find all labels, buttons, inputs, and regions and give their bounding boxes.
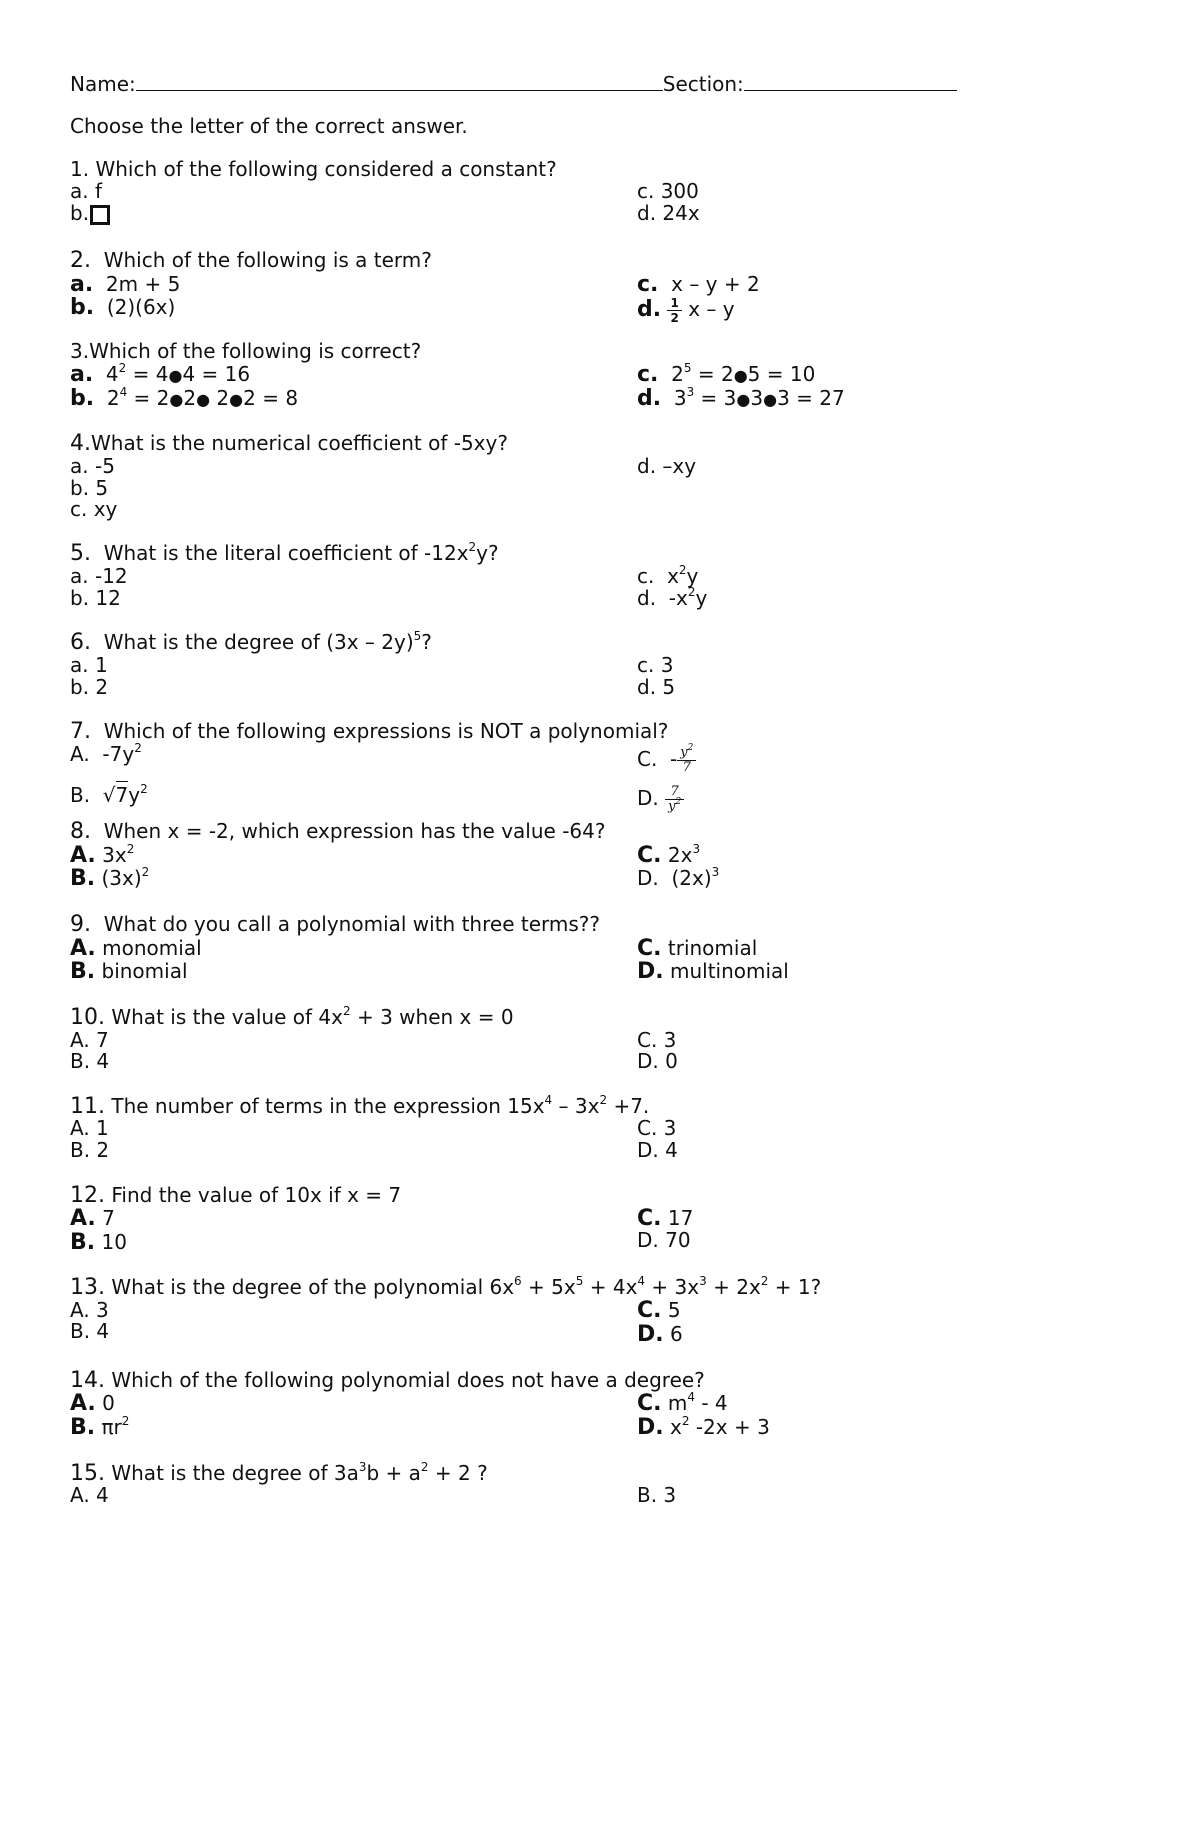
q10-choice-a: A. 7 <box>70 1028 109 1052</box>
q14-choice-d: D. $x^2$ -2x + 3 <box>637 1414 770 1440</box>
q6-question: 6. What is the degree of (3x – 2y)$^5$? <box>70 629 432 655</box>
q12-choice-c: C. 17 <box>637 1206 694 1231</box>
q10-choice-c: C. 3 <box>637 1028 677 1052</box>
7-over-y-squared-fraction: $\frac{7}{y^2}$ <box>665 785 684 814</box>
q5-choice-c: c. $x^2y$ <box>637 563 699 588</box>
q12-choice-d: D. 70 <box>637 1228 691 1252</box>
q7-choice-a: A. $-7y^2$ <box>70 741 142 766</box>
q10-question: 10. What is the value of $4x^2 + 3$ when x = 0 <box>70 1004 514 1030</box>
q4-choice-c: c. xy <box>70 497 118 521</box>
q3-question: 3.Which of the following is correct? <box>70 339 422 363</box>
q3-choice-a: a. $4^2$ = 4●4 = 16 <box>70 361 251 387</box>
q4-question: 4.What is the numerical coefficient of -5xy? <box>70 431 508 456</box>
q14-choice-b: B. $\pi r^2$ <box>70 1414 130 1440</box>
q1-question: 1. Which of the following considered a constant? <box>70 157 557 181</box>
q12-question: 12. Find the value of 10x if x = 7 <box>70 1183 402 1208</box>
q5-choice-d: d. $-x^2y$ <box>637 585 708 610</box>
y-squared-over-7-fraction: $\frac{y^2}{7}$ <box>677 746 696 775</box>
q14-choice-a: A. 0 <box>70 1391 115 1416</box>
q10-choice-d: D. 0 <box>637 1049 678 1073</box>
q5-choice-b: b. 12 <box>70 586 121 610</box>
q15-choice-a: A. 4 <box>70 1483 109 1507</box>
q2-choice-b: b. (2)(6x) <box>70 295 176 320</box>
q6-choice-b: b. 2 <box>70 675 109 699</box>
q11-choice-c: C. 3 <box>637 1116 677 1140</box>
q9-choice-b: B. binomial <box>70 959 188 984</box>
q15-question: 15. What is the degree of $3a^3b + a^2 + 2$ ? <box>70 1460 488 1486</box>
q9-choice-d: D. multinomial <box>637 959 789 984</box>
q14-question: 14. Which of the following polynomial does not have a degree? <box>70 1368 705 1393</box>
q8-question: 8. When x = -2, which expression has the value -64? <box>70 819 606 844</box>
q6-choice-a: a. 1 <box>70 653 108 677</box>
q13-choice-d: D. 6 <box>637 1322 683 1347</box>
q2-choice-a: a. 2m + 5 <box>70 272 181 297</box>
q9-choice-c: C. trinomial <box>637 936 758 961</box>
q7-choice-d: D. $\frac{7}{y^2}$ <box>637 785 684 814</box>
q2-choice-d: d. $\frac{1}{2}$ x – y <box>637 296 735 325</box>
q1-choice-b: b. <box>70 201 110 225</box>
q2-choice-c: c. x – y + 2 <box>637 272 760 297</box>
q6-choice-d: d. 5 <box>637 675 676 699</box>
q10-choice-b: B. 4 <box>70 1049 110 1073</box>
q5-choice-a: a. -12 <box>70 564 128 588</box>
q8-choice-b: B. $(3x)^2$ <box>70 865 150 891</box>
q12-choice-a: A. 7 <box>70 1206 115 1231</box>
square-root: √7 <box>102 783 129 807</box>
q1-choice-c: c. 300 <box>637 179 699 203</box>
q13-question: 13. What is the degree of the polynomial $6x^6 + 5x^5 + 4x^4 + 3x^3 + 2x^2 + 1$? <box>70 1274 822 1300</box>
q3-choice-d: d. $3^3$ = 3●3●3 = 27 <box>637 385 845 411</box>
name-label: Name: <box>70 72 136 96</box>
q9-choice-a: A. monomial <box>70 936 202 961</box>
q15-choice-b: B. 3 <box>637 1483 677 1507</box>
q1-choice-a: a. f <box>70 179 103 203</box>
q8-choice-a: A. $3x^2$ <box>70 842 135 868</box>
q5-question: 5. What is the literal coefficient of $-12x^2y$? <box>70 540 499 566</box>
square-icon <box>90 205 110 225</box>
q13-choice-b: B. 4 <box>70 1319 110 1343</box>
q4-choice-a: a. -5 <box>70 454 115 478</box>
q4-choice-d: d. –xy <box>637 454 697 478</box>
q8-choice-d: D. $(2x)^3$ <box>637 865 720 890</box>
q3-choice-b: b. $2^4$ = 2●2● 2●2 = 8 <box>70 385 299 411</box>
one-half-fraction: $\frac{1}{2}$ <box>667 296 681 325</box>
q13-choice-c: C. 5 <box>637 1298 681 1323</box>
q13-choice-a: A. 3 <box>70 1298 109 1322</box>
name-line <box>70 70 957 96</box>
q11-choice-a: A. 1 <box>70 1116 109 1140</box>
q9-question: 9. What do you call a polynomial with three terms?? <box>70 912 601 937</box>
q2-question: 2. Which of the following is a term? <box>70 248 432 273</box>
q14-choice-c: C. $m^4 - 4$ <box>637 1390 728 1416</box>
q7-choice-c: C. - $\frac{y^2}{7}$ <box>637 746 696 775</box>
q11-choice-d: D. 4 <box>637 1138 678 1162</box>
q11-question: 11. The number of terms in the expression $15x^4 - 3x^2 +7$. <box>70 1093 650 1119</box>
q3-choice-c: c. $2^5$ = 2●5 = 10 <box>637 361 816 387</box>
section-label: Section: <box>662 72 744 96</box>
name-blank[interactable] <box>136 70 663 91</box>
q7-choice-b: B. $√7y^2$ <box>70 782 148 807</box>
section-blank[interactable] <box>744 70 957 91</box>
instructions: Choose the letter of the correct answer. <box>70 114 468 138</box>
q8-choice-c: C. $2x^3$ <box>637 842 701 868</box>
q12-choice-b: B. 10 <box>70 1230 127 1255</box>
q7-question: 7. Which of the following expressions is NOT a polynomial? <box>70 719 669 744</box>
q6-choice-c: c. 3 <box>637 653 674 677</box>
q1-choice-d: d. 24x <box>637 201 700 225</box>
q11-choice-b: B. 2 <box>70 1138 110 1162</box>
q4-choice-b: b. 5 <box>70 476 109 500</box>
